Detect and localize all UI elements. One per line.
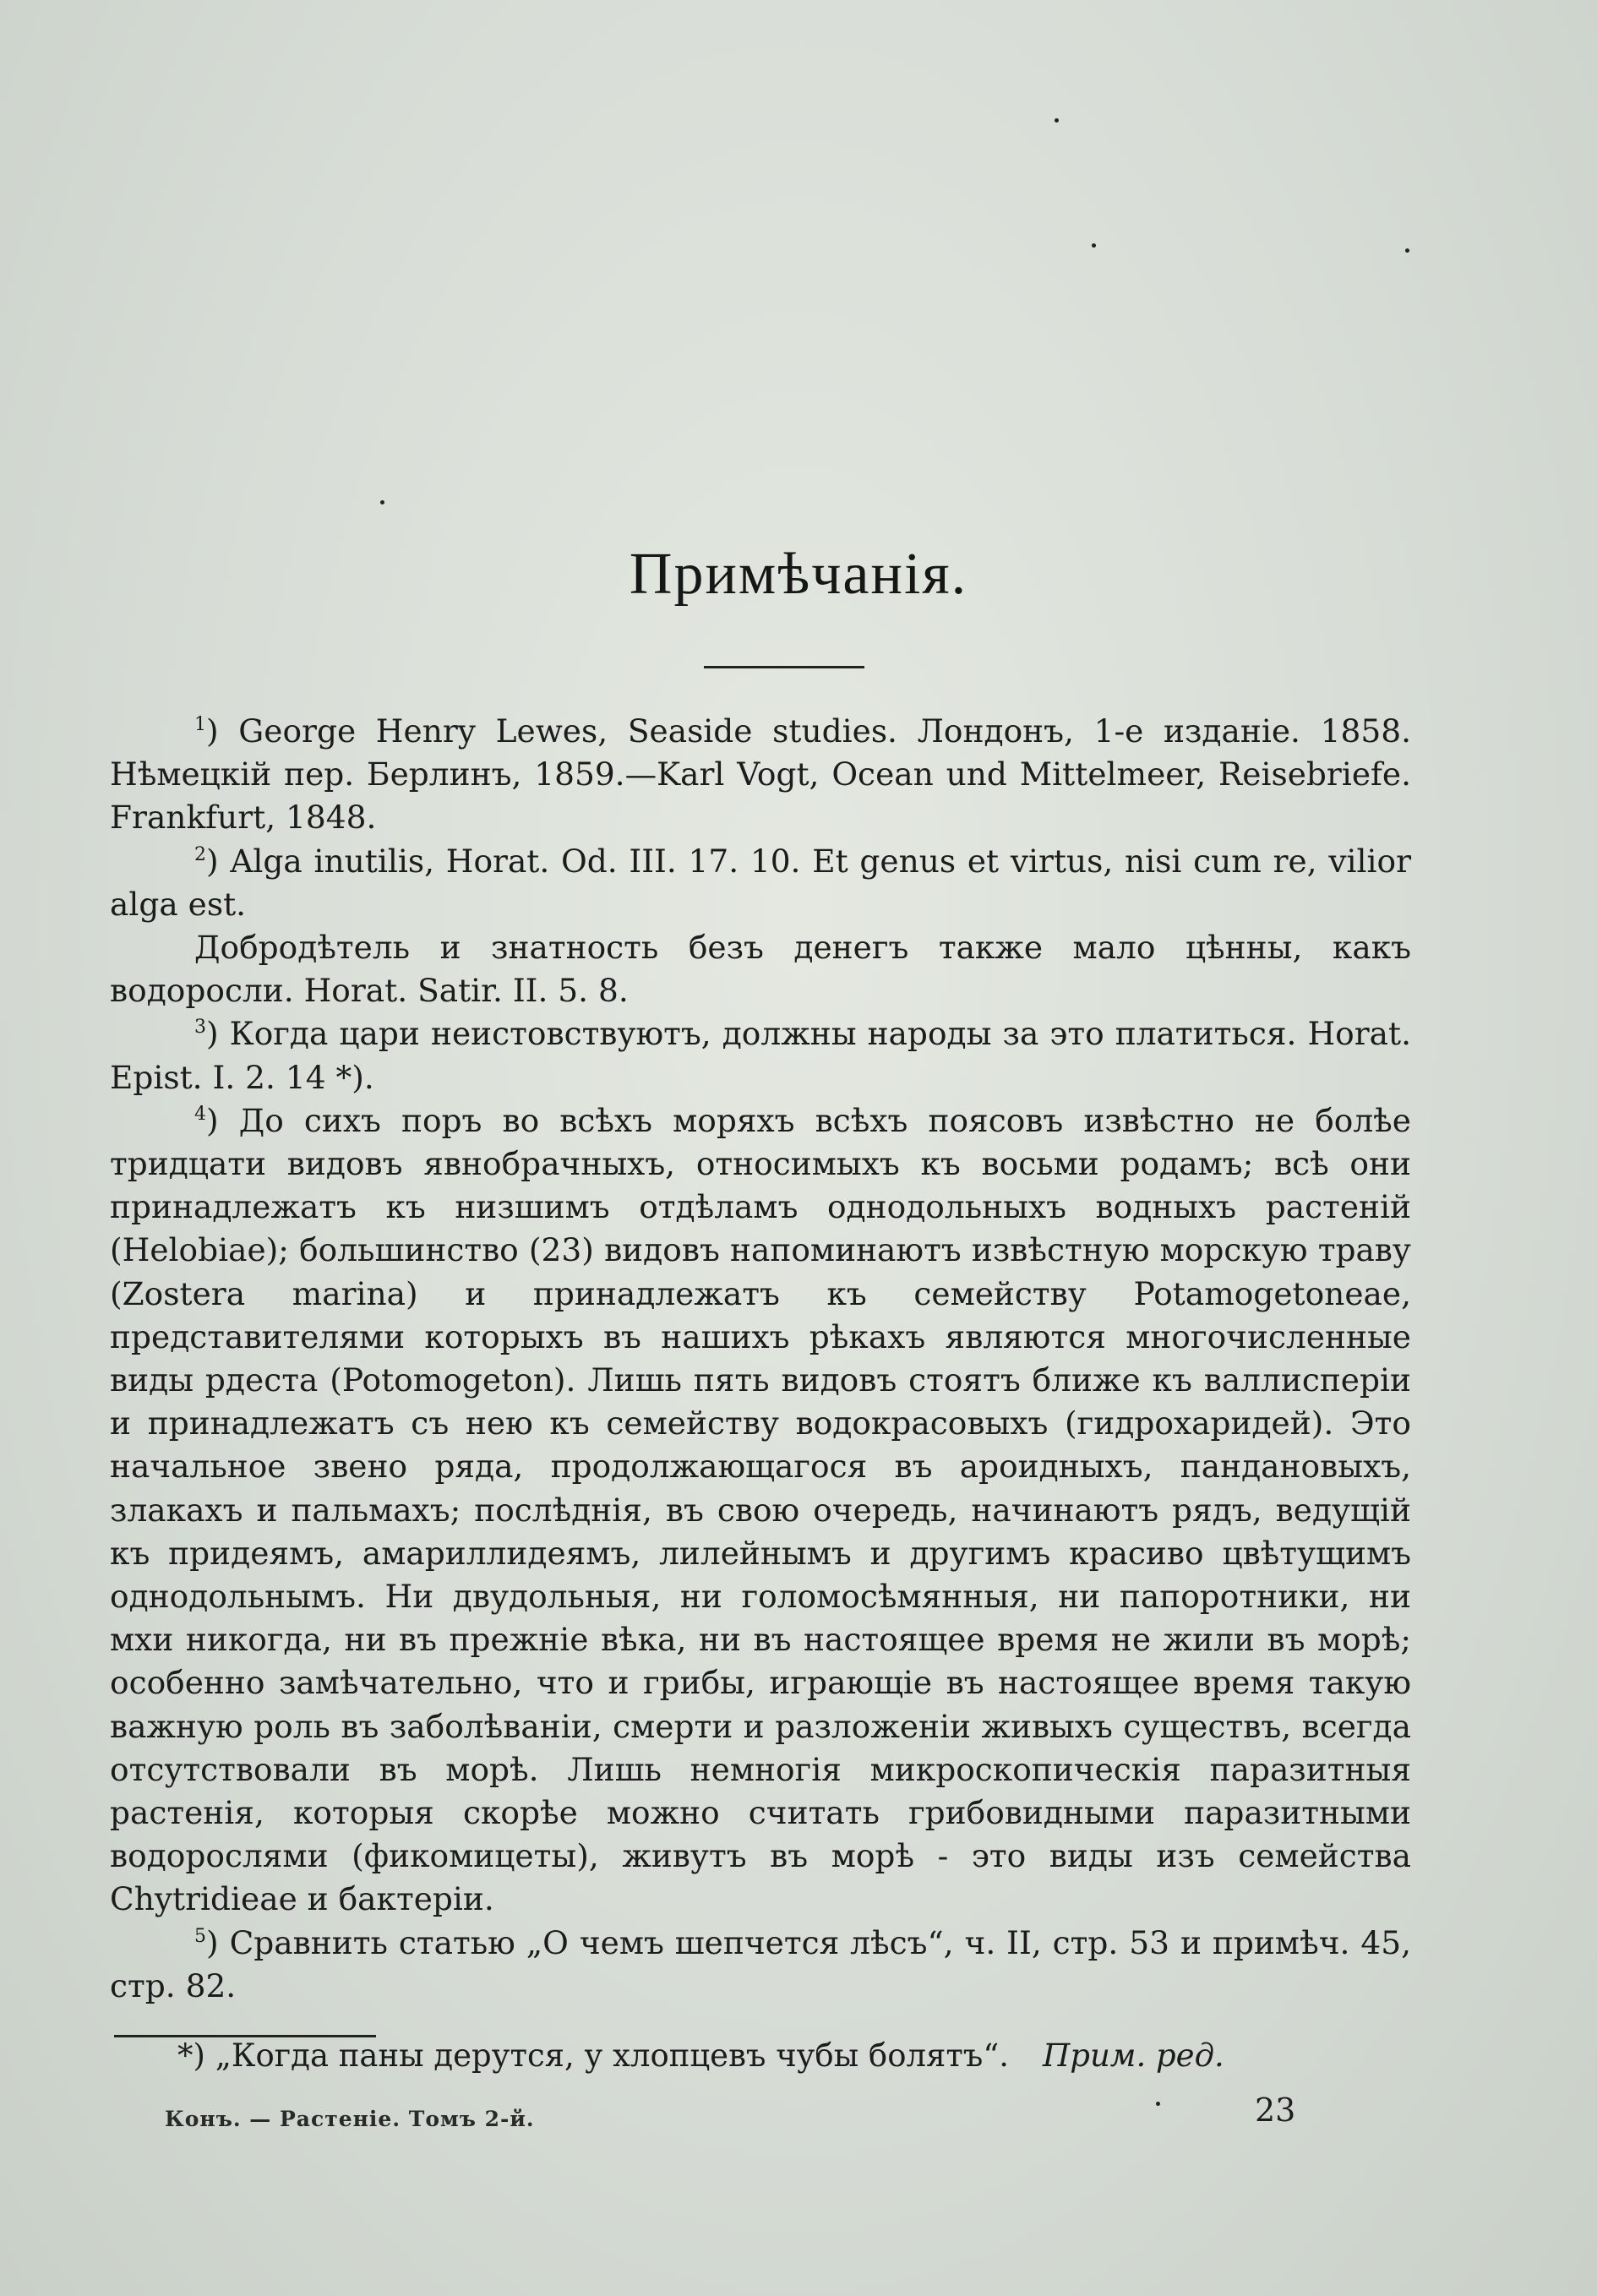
title-rule — [704, 666, 864, 668]
note-paragraph — [110, 1012, 1411, 1099]
note-paragraph — [110, 710, 1411, 840]
note-text: ) Сравнить статью „О чемъ шепчется лѣсъ“, ч. II, стр. 53 и примѣч. 45, стр. 82. — [110, 1923, 1411, 2004]
note-text: ) До сихъ поръ во всѣхъ моряхъ всѣхъ поясовъ извѣстно не болѣе тридцати видовъ явнобрачныхъ, относимыхъ къ восьми родамъ; всѣ они принадлежатъ къ низшимъ отдѣламъ однодольныхъ водныхъ растеній (Helobiae); большинство (23) видовъ напоминаютъ извѣстную морскую траву (Zostera marina) и принадлежатъ къ семейству Potamogetoneae, представителями которыхъ въ нашихъ рѣкахъ являются многочисленные виды рдеста (Potomogeton). Лишь пять видовъ стоятъ ближе къ валлисперіи и принадлежатъ съ нею къ семейству водокрасовыхъ (гидрохаридей). Это начальное звено ряда, продолжающагося въ ароидныхъ, пандановыхъ, злакахъ и пальмахъ; послѣднія, въ свою очередь, начинаютъ рядъ, ведущій къ придеямъ, амариллидеямъ, лилейнымъ и другимъ красиво цвѣтущимъ однодольнымъ. Ни двудольныя, ни голомосѣмянныя, ни папоротники, ни мхи никогда, ни въ прежніе вѣка, ни въ настоящее время не жили въ морѣ; особенно замѣчательно, что и грибы, играющіе въ настоящее время такую важную роль въ заболѣваніи, смерти и разложеніи живыхъ существъ, всегда отсутствовали въ морѣ. Лишь немногія микроскопическія паразитныя растенія, которыя скорѣе можно считать грибовидными паразитными водорослями (фикомицеты), живутъ въ морѣ - это виды изъ семейства Chytridieae и бактеріи. — [110, 1101, 1411, 1918]
print-speck — [1055, 118, 1059, 123]
note-marker: 3 — [194, 1017, 206, 1039]
footnote — [110, 2034, 1360, 2078]
note-marker: 2 — [194, 843, 206, 865]
note-marker: 4 — [194, 1103, 206, 1125]
editor-note: Прим. ред. — [1043, 2037, 1224, 2074]
printer-signature: Конъ. — Растеніе. Томъ 2-й. — [165, 2107, 535, 2131]
note-text: Добродѣтель и знатность безъ денегъ также мало цѣнны, какъ водоросли. Horat. Satir. II. 5. 8. — [110, 929, 1411, 1010]
print-speck — [1405, 248, 1409, 253]
page-footer — [165, 2091, 1297, 2134]
page-title: Примѣчанія. — [629, 542, 968, 607]
note-text: ) Когда цари неистовствуютъ, должны народы за это платиться. Horat. Epist. I. 2. 14 *). — [110, 1015, 1411, 1096]
note-marker: 5 — [194, 1925, 206, 1947]
page-number: 23 — [1255, 2091, 1296, 2129]
note-text: ) Alga inutilis, Horat. Od. III. 17. 10. Et genus et virtus, nisi cum re, vilior alga est. — [110, 842, 1411, 923]
print-speck — [1092, 243, 1096, 248]
note-text: ) George Henry Lewes, Seaside studies. Лондонъ, 1-е изданіе. 1858. Нѣмецкій пер. Берлинъ, 1859.—Karl Vogt, Ocean und Mittelmeer, Reisebriefe. Frankfurt, 1848. — [110, 712, 1411, 837]
note-paragraph — [110, 926, 1411, 1012]
note-paragraph — [110, 840, 1411, 926]
note-marker: 1 — [194, 714, 206, 735]
footnote-text: *) „Когда паны дерутся, у хлопцевъ чубы болятъ“. — [177, 2037, 1010, 2074]
note-paragraph — [110, 1099, 1411, 1922]
print-speck — [380, 500, 384, 504]
note-paragraph — [110, 1922, 1411, 2008]
notes-section — [110, 710, 1411, 2008]
